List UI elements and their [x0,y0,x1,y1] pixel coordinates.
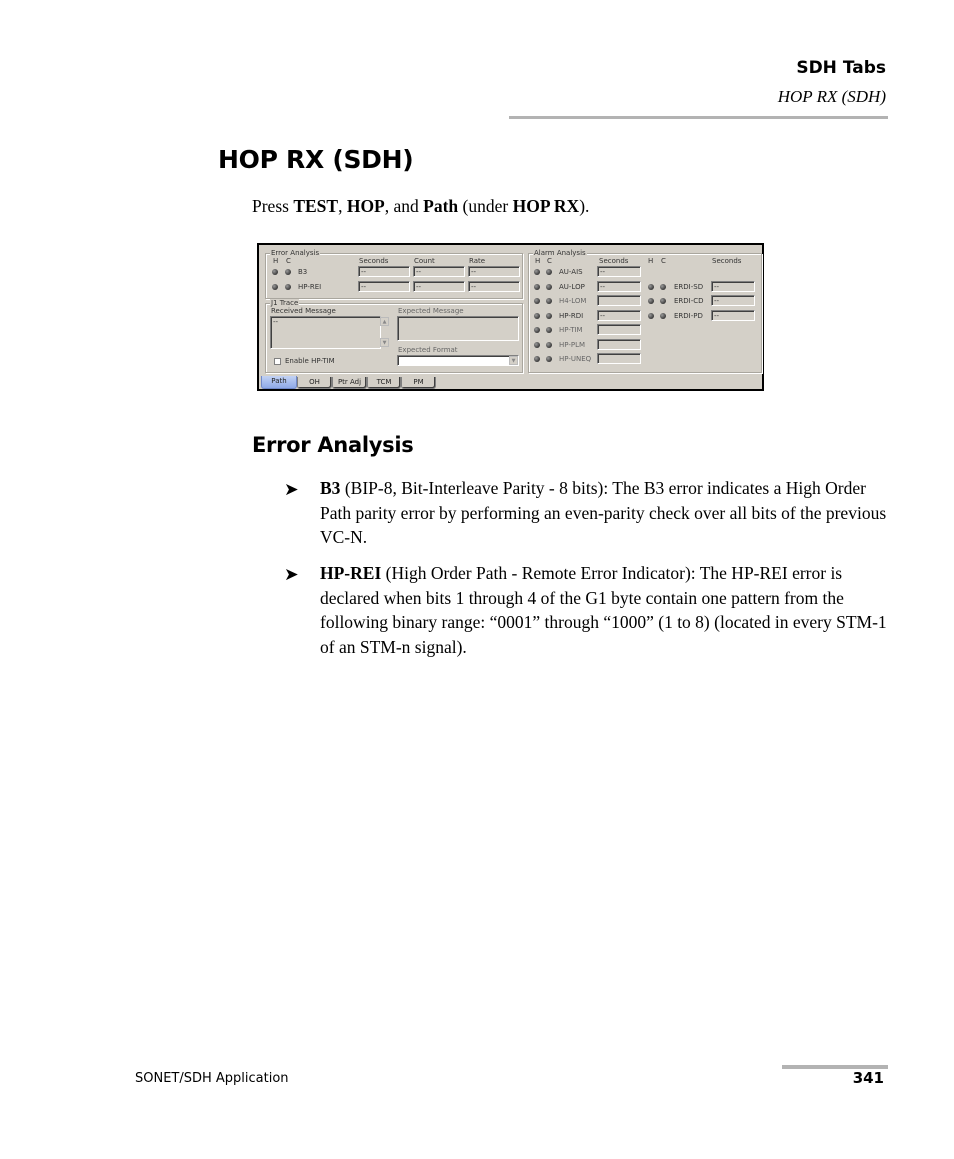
intro-key-hoprx: HOP RX [512,196,580,216]
erdi-cd-seconds-field: -- [711,295,755,306]
intro-text: Press [252,196,294,216]
b3-h-led-icon [272,269,278,275]
running-header-section: SDH Tabs [796,58,886,78]
hprei-c-led-icon [285,284,291,290]
erdi-sd-label: ERDI-SD [674,283,704,291]
erdi-sd-h-led-icon [648,284,654,290]
expected-message-label: Expected Message [398,307,464,315]
alarm-col-seconds2: Seconds [712,257,742,265]
alarm-col-seconds: Seconds [599,257,629,265]
erdi-pd-c-led-icon [660,313,666,319]
erdi-cd-label: ERDI-CD [674,297,704,305]
error-analysis-title: Error Analysis [271,249,320,257]
hp-uneq-h-led-icon [534,356,540,362]
h4-lom-h-led-icon [534,298,540,304]
alarm-col-c2: C [661,257,666,265]
hp-rdi-c-led-icon [546,313,552,319]
erdi-pd-h-led-icon [648,313,654,319]
hprei-seconds-field: -- [358,281,410,292]
col-seconds: Seconds [359,257,389,265]
erdi-cd-c-led-icon [660,298,666,304]
b3-seconds-field: -- [358,266,410,277]
hp-plm-h-led-icon [534,342,540,348]
erdi-cd-h-led-icon [648,298,654,304]
bullet-term: B3 [320,478,341,498]
intro-key-path: Path [423,196,459,216]
bullet-arrow-icon: ➤ [284,479,299,499]
expected-format-label: Expected Format [398,346,458,354]
expected-format-dropdown[interactable] [397,355,519,366]
intro-text: (under [458,196,513,216]
scroll-down-button[interactable]: ▼ [380,338,389,347]
tab-oh[interactable]: OH [297,377,332,389]
bullet-text: (BIP-8, Bit-Interleave Parity - 8 bits): The B3 error indicates a High Order Path parity error by performing an even-parity check over all bits of the previous VC-N. [320,478,887,547]
intro-key-hop: HOP [346,196,385,216]
erdi-sd-seconds-field: -- [711,281,755,292]
au-lop-label: AU-LOP [559,283,585,291]
alarm-col-c: C [547,257,552,265]
au-lop-h-led-icon [534,284,540,290]
hp-plm-c-led-icon [546,342,552,348]
au-ais-c-led-icon [546,269,552,275]
received-message-box[interactable]: -- [270,316,381,349]
intro-text: , and [384,196,424,216]
hp-rdi-seconds-field: -- [597,310,641,321]
col-h: H [273,257,279,265]
page-title: HOP RX (SDH) [218,145,414,174]
footer-title: SONET/SDH Application [135,1071,289,1086]
col-c: C [286,257,291,265]
hp-uneq-label: HP-UNEQ [559,355,592,363]
tab-ptr-adj[interactable]: Ptr Adj [332,377,367,389]
alarm-col-h: H [535,257,541,265]
hp-plm-seconds-field [597,339,641,350]
bullet-term: HP-REI [320,563,382,583]
tab-tcm[interactable]: TCM [367,377,401,389]
hp-plm-label: HP-PLM [559,341,586,349]
tab-pm[interactable]: PM [401,377,436,389]
bullet-arrow-icon: ➤ [284,564,299,584]
h4-lom-seconds-field [597,295,641,306]
intro-text: , [338,196,347,216]
enable-hp-tim-label: Enable HP-TIM [285,357,335,365]
erdi-pd-label: ERDI-PD [674,312,703,320]
au-ais-seconds-field: -- [597,266,641,277]
b3-count-field: -- [413,266,465,277]
au-ais-label: AU-AIS [559,268,583,276]
hp-tim-seconds-field [597,324,641,335]
hprei-h-led-icon [272,284,278,290]
col-count: Count [414,257,435,265]
hp-tim-h-led-icon [534,327,540,333]
col-rate: Rate [469,257,486,265]
b3-rate-field: -- [468,266,520,277]
bullet-hp-rei [320,561,890,659]
b3-label: B3 [298,268,308,276]
erdi-pd-seconds-field: -- [711,310,755,321]
received-message-label: Received Message [271,307,336,315]
bullet-text: (High Order Path - Remote Error Indicator): The HP-REI error is declared when bits 1 through 4 of the G1 byte contain one pattern from the following binary range: “0001” through “1000” (1 to 8) (located in every STM-1 of an STM-n signal). [320,563,887,657]
intro-text: ). [579,196,590,216]
hp-tim-label: HP-TIM [559,326,583,334]
page-number: 341 [852,1069,884,1087]
hp-uneq-seconds-field [597,353,641,364]
dropdown-arrow-icon[interactable]: ▼ [509,356,518,365]
alarm-analysis-title: Alarm Analysis [534,249,586,257]
intro-paragraph [252,196,589,217]
hprei-rate-field: -- [468,281,520,292]
hop-rx-screenshot [257,243,764,391]
au-lop-seconds-field: -- [597,281,641,292]
au-ais-h-led-icon [534,269,540,275]
hp-uneq-c-led-icon [546,356,552,362]
tab-bar [259,376,762,389]
alarm-col-h2: H [648,257,654,265]
j1-trace-title: J1 Trace [271,299,299,307]
hp-rdi-h-led-icon [534,313,540,319]
b3-c-led-icon [285,269,291,275]
h4-lom-label: H4-LOM [559,297,587,305]
hp-tim-c-led-icon [546,327,552,333]
au-lop-c-led-icon [546,284,552,290]
hp-rdi-label: HP-RDI [559,312,584,320]
header-rule [509,116,888,119]
erdi-sd-c-led-icon [660,284,666,290]
h4-lom-c-led-icon [546,298,552,304]
expected-message-box[interactable] [397,316,519,341]
section-title: Error Analysis [252,433,414,457]
tab-path[interactable]: Path [261,376,297,389]
scroll-up-button[interactable]: ▲ [380,317,389,326]
running-header-subsection: HOP RX (SDH) [777,87,886,106]
hprei-label: HP-REI [298,283,322,291]
hprei-count-field: -- [413,281,465,292]
intro-key-test: TEST [293,196,339,216]
bullet-b3 [320,476,890,550]
enable-hp-tim-checkbox[interactable] [274,358,281,365]
